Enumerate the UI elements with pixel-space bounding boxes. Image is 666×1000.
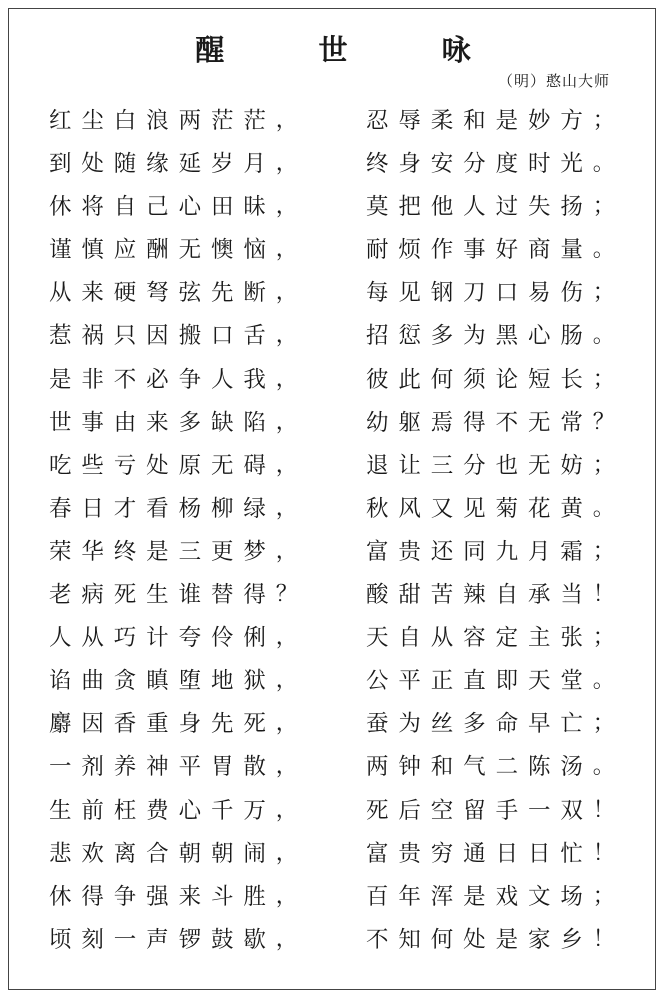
verse-text: 悲 欢 离 合 朝 朝 闹 [49, 840, 266, 867]
verse-punctuation: ， [275, 668, 298, 694]
verse-right [366, 194, 621, 220]
verse-punctuation: ； [592, 538, 615, 564]
verse-punctuation: ？ [275, 582, 298, 608]
verse-right [366, 367, 621, 393]
verse-punctuation: ， [275, 883, 298, 909]
verse-text: 荣 华 终 是 三 更 梦 [49, 538, 266, 565]
verse-right [366, 582, 621, 608]
poem-line [0, 531, 666, 574]
verse-text: 谨 慎 应 酬 无 懊 恼 [49, 237, 266, 264]
verse-punctuation: ， [275, 754, 298, 780]
poem-line [0, 574, 666, 617]
verse-left [49, 668, 304, 694]
verse-right [366, 280, 621, 306]
verse-right [366, 884, 621, 910]
verse-text: 老 病 死 生 谁 替 得 [49, 582, 266, 609]
verse-left [49, 367, 304, 393]
poem-line [0, 272, 666, 315]
verse-text: 退 让 三 分 也 无 妨 [366, 452, 583, 479]
verse-punctuation: 。 [592, 151, 615, 177]
verse-text: 彼 此 何 须 论 短 长 [366, 366, 583, 393]
verse-punctuation: ； [592, 194, 615, 220]
verse-right [366, 453, 621, 479]
verse-punctuation: ！ [592, 582, 615, 608]
poem-author: （明）憨山大师 [497, 72, 610, 90]
poem-line [0, 790, 666, 833]
verse-punctuation: ， [275, 323, 298, 349]
verse-left [49, 496, 304, 522]
verse-left [49, 884, 304, 910]
verse-right [366, 108, 621, 134]
verse-punctuation: ， [275, 926, 298, 952]
verse-right [366, 151, 621, 177]
verse-left [49, 927, 304, 953]
verse-punctuation: ， [275, 366, 298, 392]
verse-text: 幼 躯 焉 得 不 无 常 [366, 409, 583, 436]
verse-punctuation: ， [275, 840, 298, 866]
verse-punctuation: ？ [592, 409, 615, 435]
verse-text: 到 处 随 缘 延 岁 月 [49, 151, 266, 178]
poem-line [0, 488, 666, 531]
poem-line [0, 919, 666, 962]
verse-left [49, 841, 304, 867]
verse-text: 每 见 钢 刀 口 易 伤 [366, 280, 583, 307]
verse-text: 秋 风 又 见 菊 花 黄 [366, 495, 583, 522]
verse-punctuation: ； [592, 883, 615, 909]
verse-left [49, 582, 304, 608]
verse-punctuation: ； [592, 711, 615, 737]
verse-text: 顷 刻 一 声 锣 鼓 歇 [49, 926, 266, 953]
verse-right [366, 754, 621, 780]
verse-punctuation: ； [592, 280, 615, 306]
verse-text: 天 自 从 容 定 主 张 [366, 625, 583, 652]
verse-right [366, 625, 621, 651]
verse-left [49, 625, 304, 651]
verse-text: 是 非 不 必 争 人 我 [49, 366, 266, 393]
verse-text: 百 年 浑 是 戏 文 场 [366, 883, 583, 910]
verse-right [366, 668, 621, 694]
verse-left [49, 754, 304, 780]
poem-line [0, 402, 666, 445]
verse-punctuation: ， [275, 237, 298, 263]
poem-body [0, 100, 666, 962]
verse-right [366, 798, 621, 824]
poem-line [0, 833, 666, 876]
verse-punctuation: ， [275, 495, 298, 521]
verse-punctuation: ， [275, 625, 298, 651]
verse-punctuation: ， [275, 452, 298, 478]
poem-title: 醒 世 咏 [195, 33, 513, 67]
verse-punctuation: ， [275, 538, 298, 564]
verse-text: 公 平 正 直 即 天 堂 [366, 668, 583, 695]
verse-left [49, 539, 304, 565]
verse-punctuation: ； [592, 366, 615, 392]
verse-punctuation: ； [592, 625, 615, 651]
verse-text: 休 得 争 强 来 斗 胜 [49, 883, 266, 910]
verse-left [49, 108, 304, 134]
verse-right [366, 496, 621, 522]
poem-line [0, 703, 666, 746]
verse-punctuation: ， [275, 797, 298, 823]
poem-line [0, 143, 666, 186]
verse-right [366, 539, 621, 565]
verse-text: 世 事 由 来 多 缺 陷 [49, 409, 266, 436]
verse-punctuation: ， [275, 194, 298, 220]
verse-text: 谄 曲 贪 瞋 堕 地 狱 [49, 668, 266, 695]
poem-line [0, 746, 666, 789]
verse-punctuation: ； [592, 452, 615, 478]
verse-punctuation: 。 [592, 323, 615, 349]
verse-text: 耐 烦 作 事 好 商 量 [366, 237, 583, 264]
verse-text: 吃 些 亏 处 原 无 碍 [49, 452, 266, 479]
verse-punctuation: 。 [592, 668, 615, 694]
verse-text: 忍 辱 柔 和 是 妙 方 [366, 108, 583, 134]
poem-line [0, 617, 666, 660]
verse-text: 富 贵 还 同 九 月 霜 [366, 538, 583, 565]
verse-punctuation: ， [275, 280, 298, 306]
verse-punctuation: ， [275, 151, 298, 177]
verse-left [49, 237, 304, 263]
verse-punctuation: ， [275, 108, 298, 133]
verse-text: 两 钟 和 气 二 陈 汤 [366, 754, 583, 781]
poem-line [0, 315, 666, 358]
poem-line [0, 186, 666, 229]
poem-line [0, 445, 666, 488]
verse-text: 麝 因 香 重 身 先 死 [49, 711, 266, 738]
verse-text: 生 前 枉 费 心 千 万 [49, 797, 266, 824]
verse-left [49, 194, 304, 220]
verse-left [49, 151, 304, 177]
poem-line [0, 660, 666, 703]
verse-left [49, 280, 304, 306]
poem-line [0, 229, 666, 272]
verse-text: 从 来 硬 弩 弦 先 断 [49, 280, 266, 307]
verse-right [366, 410, 621, 436]
verse-punctuation: ； [592, 108, 615, 133]
verse-right [366, 237, 621, 263]
verse-text: 酸 甜 苦 辣 自 承 当 [366, 582, 583, 609]
verse-right [366, 711, 621, 737]
verse-punctuation: ！ [592, 926, 615, 952]
verse-punctuation: ！ [592, 797, 615, 823]
verse-right [366, 841, 621, 867]
verse-left [49, 410, 304, 436]
verse-text: 惹 祸 只 因 搬 口 舌 [49, 323, 266, 350]
verse-punctuation: 。 [592, 495, 615, 521]
poem-line [0, 100, 666, 143]
verse-punctuation: 。 [592, 237, 615, 263]
verse-right [366, 927, 621, 953]
verse-text: 春 日 才 看 杨 柳 绿 [49, 495, 266, 522]
verse-text: 不 知 何 处 是 家 乡 [366, 926, 583, 953]
verse-left [49, 798, 304, 824]
verse-right [366, 323, 621, 349]
verse-text: 死 后 空 留 手 一 双 [366, 797, 583, 824]
verse-text: 人 从 巧 计 夸 伶 俐 [49, 625, 266, 652]
verse-text: 招 愆 多 为 黑 心 肠 [366, 323, 583, 350]
verse-text: 红 尘 白 浪 两 茫 茫 [49, 108, 266, 134]
verse-punctuation: 。 [592, 754, 615, 780]
verse-punctuation: ， [275, 409, 298, 435]
verse-text: 休 将 自 己 心 田 昧 [49, 194, 266, 221]
verse-punctuation: ， [275, 711, 298, 737]
poem-line [0, 359, 666, 402]
verse-text: 莫 把 他 人 过 失 扬 [366, 194, 583, 221]
verse-left [49, 453, 304, 479]
verse-punctuation: ！ [592, 840, 615, 866]
verse-text: 蚕 为 丝 多 命 早 亡 [366, 711, 583, 738]
poem-line [0, 876, 666, 919]
verse-left [49, 711, 304, 737]
verse-text: 终 身 安 分 度 时 光 [366, 151, 583, 178]
verse-text: 一 剂 养 神 平 胃 散 [49, 754, 266, 781]
verse-left [49, 323, 304, 349]
verse-text: 富 贵 穷 通 日 日 忙 [366, 840, 583, 867]
